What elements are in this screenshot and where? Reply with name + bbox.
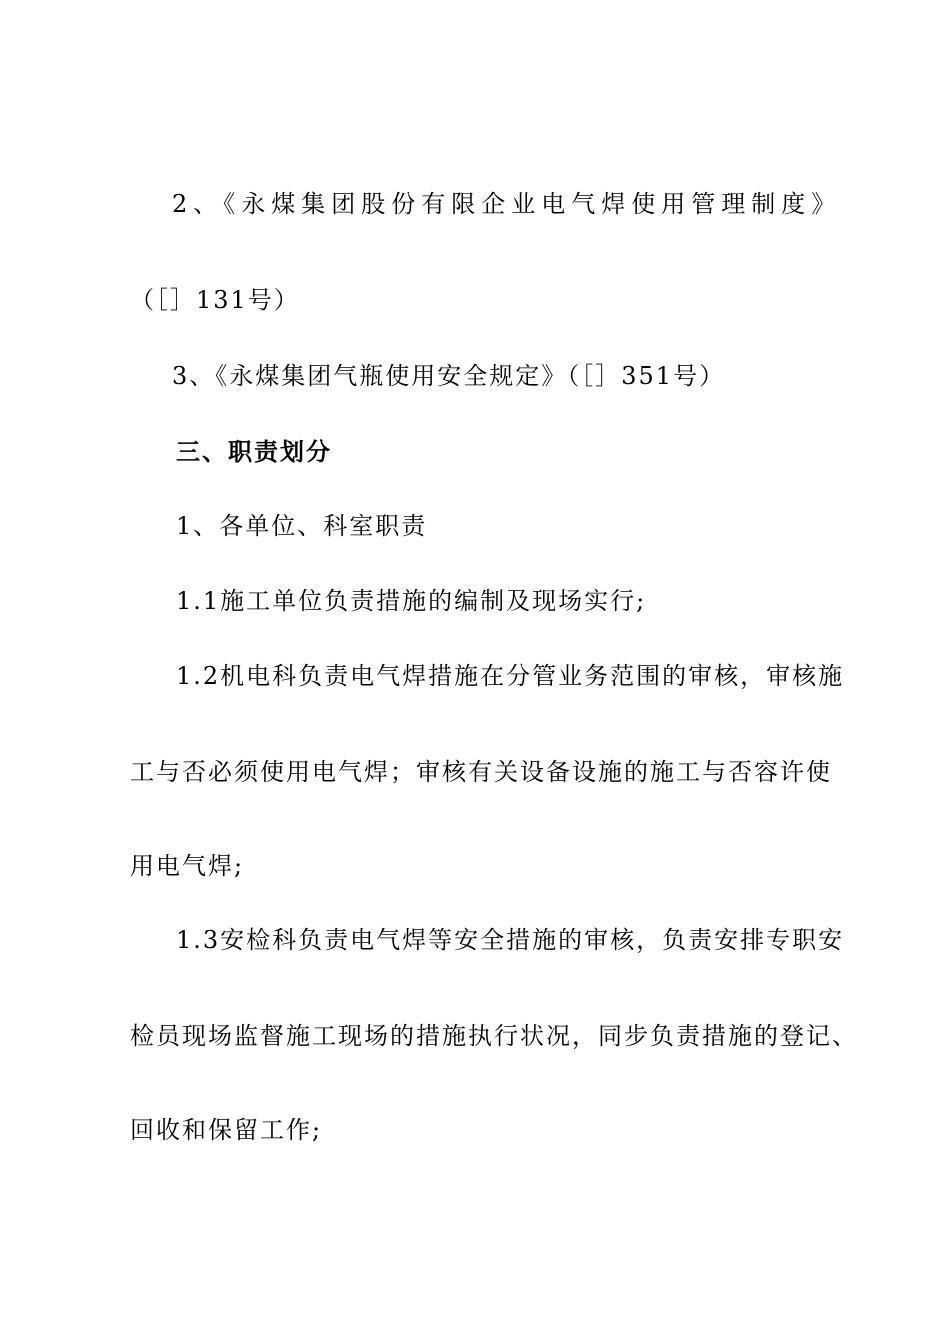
paragraph-1-3-line-2: 检员现场监督施工现场的措施执行状况，同步负责措施的登记、 bbox=[130, 1022, 858, 1050]
reference-item-3: 3、《永煤集团气瓶使用安全规定》（［］351号） bbox=[172, 362, 726, 390]
paragraph-1-3-line-3: 回收和保留工作; bbox=[130, 1116, 323, 1144]
section-heading-responsibilities: 三、职责划分 bbox=[176, 437, 332, 466]
paragraph-1-2-line-2: 工与否必须使用电气焊；审核有关设备设施的施工与否容许使 bbox=[130, 758, 832, 786]
paragraph-1-2-line-1: 1.2机电科负责电气焊措施在分管业务范围的审核，审核施 bbox=[176, 662, 845, 690]
paragraph-1-2-line-3: 用电气焊; bbox=[130, 852, 245, 880]
subsection-heading-unit-duties: 1、各单位、科室职责 bbox=[176, 512, 428, 540]
reference-item-2: 2、《永煤集团股份有限企业电气焊使用管理制度》 bbox=[172, 190, 842, 218]
reference-item-2-number: （［］131号） bbox=[130, 286, 300, 314]
paragraph-1-1: 1.1施工单位负责措施的编制及现场实行; bbox=[176, 587, 647, 615]
paragraph-1-3-line-1: 1.3安检科负责电气焊等安全措施的审核，负责安排专职安 bbox=[176, 926, 845, 954]
